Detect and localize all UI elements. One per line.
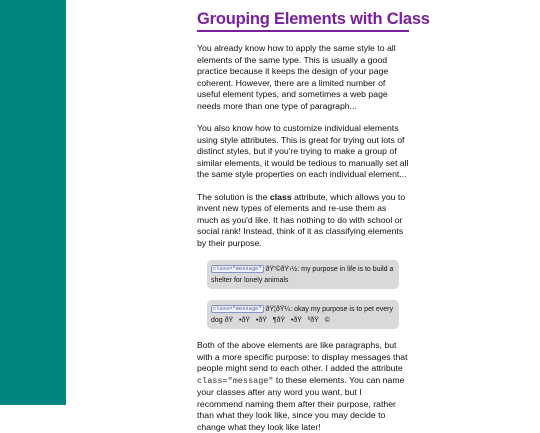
- message-box: [207, 260, 399, 289]
- paragraph-text: The solution is the: [197, 191, 270, 202]
- paragraph-class-solution: [197, 192, 409, 250]
- message-text: ðŸ'©ðŸ›½: my purpose in life is to build a shelter for lonely animals: [211, 266, 394, 284]
- paragraph-style-attributes: You also know how to customize individual elements using style attributes. This is great for trying out lots of distinct styles, but if you're trying to make a group of similar elements, it would be tedious to manually set all the same style properties on each individual element...: [197, 123, 409, 179]
- paragraph-class-explanation: [197, 340, 409, 433]
- inline-code: class="message": [197, 375, 274, 386]
- class-badge: class="message": [213, 266, 262, 272]
- article: [197, 0, 430, 433]
- paragraph-intro: You already know how to apply the same style to all elements of the same type. This is usually a good practice because it keeps the design of your page coherent. However, there are a limited number of useful element types, and sometimes a web page needs more than one type of paragraph...: [197, 43, 396, 111]
- paragraph-text: to these elements. You can name your classes after any word you want, but I recommend naming them after their purpose, rather than what they look like, since you may decide to change what they look like later!: [197, 374, 405, 432]
- page-title: Grouping Elements with Class: [197, 10, 409, 32]
- message-text: ðŸ¦ðŸ¼: okay my purpose is to pet every dog ðŸ •ðŸ •ðŸ ¶ðŸ •ðŸ ºðŸ ©: [211, 306, 393, 324]
- side-bar: [0, 0, 66, 405]
- paragraph-text: Both of the above elements are like paragraphs, but with a more specific purpose: to display messages that people might send to each other. I added the attribute: [197, 340, 408, 373]
- paragraph-text: attribute, which allows you to invent new types of elements and re-use them as much as you'd like. It has nothing to do with school or social rank! Instead, think of it as classifying elements by their purpose.: [197, 191, 406, 248]
- class-badge: class="message": [213, 306, 262, 312]
- message-box: [207, 300, 399, 329]
- class-keyword: class: [269, 191, 292, 202]
